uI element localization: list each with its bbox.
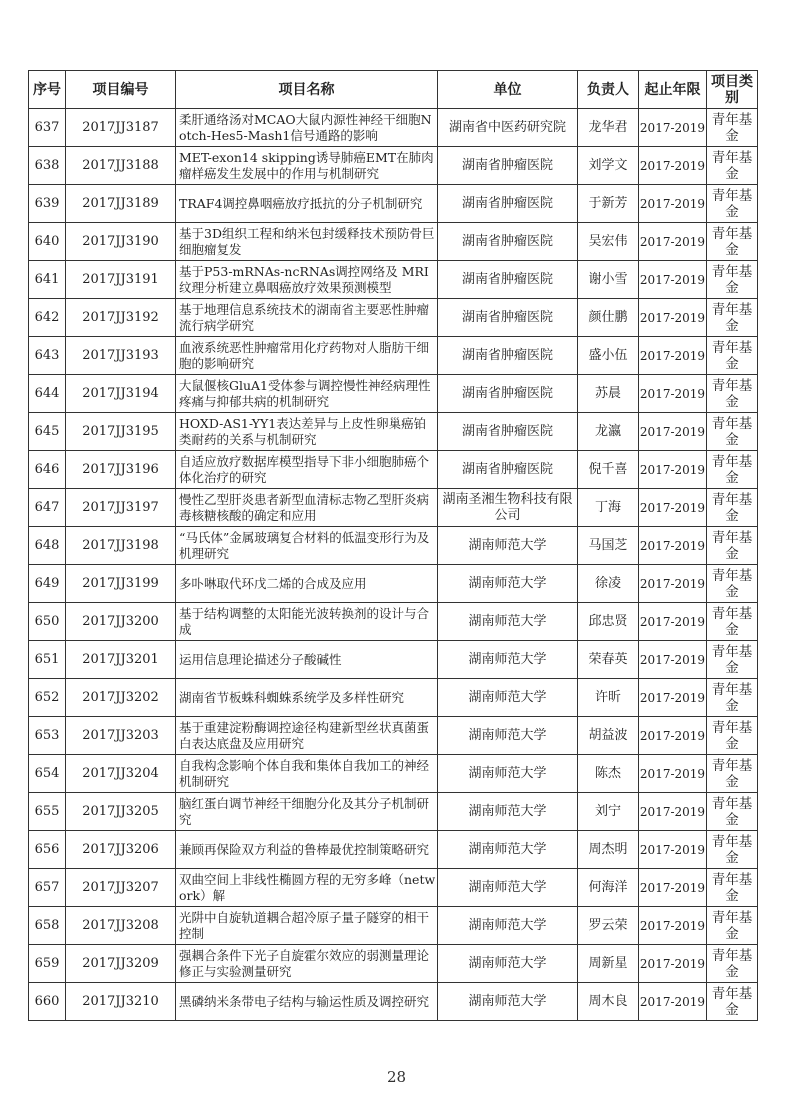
- header-project-name: 项目名称: [176, 71, 438, 109]
- project-category: 青年基金: [707, 603, 758, 641]
- unit-name: 湖南圣湘生物科技有限公司: [438, 489, 578, 527]
- unit-name: 湖南师范大学: [438, 717, 578, 755]
- project-table: [28, 70, 758, 1021]
- project-category: 青年基金: [707, 337, 758, 375]
- project-code: 2017JJ3192: [66, 299, 176, 337]
- row-index: 653: [29, 717, 66, 755]
- leader-name: 倪千喜: [578, 451, 639, 489]
- table-row: [29, 945, 758, 983]
- row-index: 647: [29, 489, 66, 527]
- table-row: [29, 489, 758, 527]
- project-code: 2017JJ3188: [66, 147, 176, 185]
- unit-name: 湖南省肿瘤医院: [438, 299, 578, 337]
- leader-name: 邱忠贤: [578, 603, 639, 641]
- project-years: 2017-2019: [639, 489, 707, 527]
- leader-name: 于新芳: [578, 185, 639, 223]
- project-name: 基于重建淀粉酶调控途径构建新型丝状真菌蛋白表达底盘及应用研究: [176, 717, 438, 755]
- project-name: 光阱中自旋轨道耦合超冷原子量子隧穿的相干控制: [176, 907, 438, 945]
- project-years: 2017-2019: [639, 261, 707, 299]
- table-row: [29, 565, 758, 603]
- project-code: 2017JJ3206: [66, 831, 176, 869]
- project-name: 自我构念影响个体自我和集体自我加工的神经机制研究: [176, 755, 438, 793]
- project-name: 基于3D组织工程和纳米包封缓释技术预防骨巨细胞瘤复发: [176, 223, 438, 261]
- leader-name: 陈杰: [578, 755, 639, 793]
- project-code: 2017JJ3200: [66, 603, 176, 641]
- project-name: 双曲空间上非线性椭圆方程的无穷多峰（network）解: [176, 869, 438, 907]
- leader-name: 周木良: [578, 983, 639, 1021]
- row-index: 649: [29, 565, 66, 603]
- leader-name: 吴宏伟: [578, 223, 639, 261]
- leader-name: 刘学文: [578, 147, 639, 185]
- row-index: 651: [29, 641, 66, 679]
- project-category: 青年基金: [707, 147, 758, 185]
- project-years: 2017-2019: [639, 109, 707, 147]
- project-years: 2017-2019: [639, 337, 707, 375]
- project-years: 2017-2019: [639, 869, 707, 907]
- project-name: 运用信息理论描述分子酸碱性: [176, 641, 438, 679]
- table-row: [29, 185, 758, 223]
- leader-name: 龙瀛: [578, 413, 639, 451]
- row-index: 658: [29, 907, 66, 945]
- project-code: 2017JJ3187: [66, 109, 176, 147]
- project-name: 慢性乙型肝炎患者新型血清标志物乙型肝炎病毒核糖核酸的确定和应用: [176, 489, 438, 527]
- leader-name: 周杰明: [578, 831, 639, 869]
- project-code: 2017JJ3205: [66, 793, 176, 831]
- row-index: 638: [29, 147, 66, 185]
- project-code: 2017JJ3209: [66, 945, 176, 983]
- project-years: 2017-2019: [639, 983, 707, 1021]
- project-category: 青年基金: [707, 451, 758, 489]
- leader-name: 龙华君: [578, 109, 639, 147]
- project-category: 青年基金: [707, 375, 758, 413]
- project-years: 2017-2019: [639, 907, 707, 945]
- table-header-row: [29, 71, 758, 109]
- row-index: 641: [29, 261, 66, 299]
- project-table-container: [28, 70, 757, 1021]
- unit-name: 湖南师范大学: [438, 565, 578, 603]
- unit-name: 湖南师范大学: [438, 907, 578, 945]
- project-years: 2017-2019: [639, 299, 707, 337]
- project-name: 湖南省节板蛛科蜘蛛系统学及多样性研究: [176, 679, 438, 717]
- unit-name: 湖南省肿瘤医院: [438, 451, 578, 489]
- row-index: 644: [29, 375, 66, 413]
- table-row: [29, 679, 758, 717]
- project-code: 2017JJ3203: [66, 717, 176, 755]
- project-name: 黑磷纳米条带电子结构与输运性质及调控研究: [176, 983, 438, 1021]
- project-years: 2017-2019: [639, 717, 707, 755]
- row-index: 652: [29, 679, 66, 717]
- unit-name: 湖南省肿瘤医院: [438, 375, 578, 413]
- leader-name: 谢小雪: [578, 261, 639, 299]
- project-code: 2017JJ3197: [66, 489, 176, 527]
- table-row: [29, 261, 758, 299]
- unit-name: 湖南省肿瘤医院: [438, 223, 578, 261]
- unit-name: 湖南省肿瘤医院: [438, 413, 578, 451]
- unit-name: 湖南师范大学: [438, 793, 578, 831]
- project-code: 2017JJ3194: [66, 375, 176, 413]
- table-row: [29, 527, 758, 565]
- leader-name: 许昕: [578, 679, 639, 717]
- project-category: 青年基金: [707, 755, 758, 793]
- project-name: 基于地理信息系统技术的湖南省主要恶性肿瘤流行病学研究: [176, 299, 438, 337]
- header-years: 起止年限: [639, 71, 707, 109]
- table-row: [29, 413, 758, 451]
- project-years: 2017-2019: [639, 223, 707, 261]
- unit-name: 湖南师范大学: [438, 831, 578, 869]
- project-code: 2017JJ3199: [66, 565, 176, 603]
- project-code: 2017JJ3193: [66, 337, 176, 375]
- project-category: 青年基金: [707, 793, 758, 831]
- project-category: 青年基金: [707, 413, 758, 451]
- row-index: 646: [29, 451, 66, 489]
- table-row: [29, 831, 758, 869]
- project-category: 青年基金: [707, 983, 758, 1021]
- unit-name: 湖南省肿瘤医院: [438, 261, 578, 299]
- project-name: HOXD-AS1-YY1表达差异与上皮性卵巢癌铂类耐药的关系与机制研究: [176, 413, 438, 451]
- project-years: 2017-2019: [639, 413, 707, 451]
- project-category: 青年基金: [707, 945, 758, 983]
- project-code: 2017JJ3195: [66, 413, 176, 451]
- leader-name: 胡益波: [578, 717, 639, 755]
- unit-name: 湖南省肿瘤医院: [438, 337, 578, 375]
- page-number: 28: [386, 1068, 407, 1086]
- table-row: [29, 451, 758, 489]
- row-index: 655: [29, 793, 66, 831]
- project-name: “马氏体”金属玻璃复合材料的低温变形行为及机理研究: [176, 527, 438, 565]
- table-row: [29, 603, 758, 641]
- project-category: 青年基金: [707, 489, 758, 527]
- project-code: 2017JJ3198: [66, 527, 176, 565]
- project-name: 柔肝通络汤对MCAO大鼠内源性神经干细胞Notch-Hes5-Mash1信号通路的影响: [176, 109, 438, 147]
- row-index: 654: [29, 755, 66, 793]
- project-name: 兼顾再保险双方利益的鲁棒最优控制策略研究: [176, 831, 438, 869]
- project-code: 2017JJ3201: [66, 641, 176, 679]
- project-code: 2017JJ3196: [66, 451, 176, 489]
- row-index: 648: [29, 527, 66, 565]
- row-index: 639: [29, 185, 66, 223]
- row-index: 645: [29, 413, 66, 451]
- unit-name: 湖南师范大学: [438, 755, 578, 793]
- row-index: 660: [29, 983, 66, 1021]
- project-years: 2017-2019: [639, 755, 707, 793]
- project-name: TRAF4调控鼻咽癌放疗抵抗的分子机制研究: [176, 185, 438, 223]
- row-index: 650: [29, 603, 66, 641]
- project-years: 2017-2019: [639, 451, 707, 489]
- leader-name: 苏晨: [578, 375, 639, 413]
- unit-name: 湖南师范大学: [438, 869, 578, 907]
- table-row: [29, 717, 758, 755]
- table-row: [29, 337, 758, 375]
- table-row: [29, 223, 758, 261]
- row-index: 640: [29, 223, 66, 261]
- table-row: [29, 109, 758, 147]
- leader-name: 盛小伍: [578, 337, 639, 375]
- leader-name: 丁海: [578, 489, 639, 527]
- unit-name: 湖南省肿瘤医院: [438, 185, 578, 223]
- project-code: 2017JJ3189: [66, 185, 176, 223]
- project-name: 基于P53-mRNAs-ncRNAs调控网络及 MRI纹理分析建立鼻咽癌放疗效果预测模型: [176, 261, 438, 299]
- project-years: 2017-2019: [639, 603, 707, 641]
- header-project-code: 项目编号: [66, 71, 176, 109]
- unit-name: 湖南师范大学: [438, 945, 578, 983]
- project-name: 脑红蛋白调节神经干细胞分化及其分子机制研究: [176, 793, 438, 831]
- table-row: [29, 641, 758, 679]
- project-name: 自适应放疗数据库模型指导下非小细胞肺癌个体化治疗的研究: [176, 451, 438, 489]
- table-row: [29, 869, 758, 907]
- table-row: [29, 755, 758, 793]
- project-category: 青年基金: [707, 109, 758, 147]
- project-category: 青年基金: [707, 223, 758, 261]
- leader-name: 徐凌: [578, 565, 639, 603]
- row-index: 643: [29, 337, 66, 375]
- project-code: 2017JJ3191: [66, 261, 176, 299]
- header-unit: 单位: [438, 71, 578, 109]
- project-category: 青年基金: [707, 679, 758, 717]
- project-name: 大鼠偃核GluA1受体参与调控慢性神经病理性疼痛与抑郁共病的机制研究: [176, 375, 438, 413]
- leader-name: 周新星: [578, 945, 639, 983]
- project-code: 2017JJ3204: [66, 755, 176, 793]
- row-index: 642: [29, 299, 66, 337]
- project-name: MET-exon14 skipping诱导肺癌EMT在肺肉瘤样癌发生发展中的作用与机制研究: [176, 147, 438, 185]
- table-body: [29, 109, 758, 1021]
- project-code: 2017JJ3202: [66, 679, 176, 717]
- header-leader: 负责人: [578, 71, 639, 109]
- project-years: 2017-2019: [639, 641, 707, 679]
- project-category: 青年基金: [707, 185, 758, 223]
- unit-name: 湖南师范大学: [438, 603, 578, 641]
- project-years: 2017-2019: [639, 185, 707, 223]
- row-index: 637: [29, 109, 66, 147]
- leader-name: 荣春英: [578, 641, 639, 679]
- project-name: 血液系统恶性肿瘤常用化疗药物对人脂肪干细胞的影响研究: [176, 337, 438, 375]
- leader-name: 罗云荣: [578, 907, 639, 945]
- project-name: 多卟啉取代环戊二烯的合成及应用: [176, 565, 438, 603]
- table-row: [29, 375, 758, 413]
- table-row: [29, 983, 758, 1021]
- unit-name: 湖南师范大学: [438, 679, 578, 717]
- table-row: [29, 907, 758, 945]
- project-code: 2017JJ3210: [66, 983, 176, 1021]
- project-category: 青年基金: [707, 641, 758, 679]
- project-years: 2017-2019: [639, 565, 707, 603]
- project-years: 2017-2019: [639, 679, 707, 717]
- project-years: 2017-2019: [639, 793, 707, 831]
- row-index: 656: [29, 831, 66, 869]
- row-index: 659: [29, 945, 66, 983]
- project-code: 2017JJ3207: [66, 869, 176, 907]
- table-row: [29, 299, 758, 337]
- unit-name: 湖南师范大学: [438, 641, 578, 679]
- leader-name: 何海洋: [578, 869, 639, 907]
- project-code: 2017JJ3208: [66, 907, 176, 945]
- leader-name: 刘宁: [578, 793, 639, 831]
- header-category: 项目类别: [707, 71, 758, 109]
- project-name: 强耦合条件下光子自旋霍尔效应的弱测量理论修正与实验测量研究: [176, 945, 438, 983]
- project-category: 青年基金: [707, 831, 758, 869]
- project-category: 青年基金: [707, 261, 758, 299]
- project-years: 2017-2019: [639, 945, 707, 983]
- project-code: 2017JJ3190: [66, 223, 176, 261]
- project-category: 青年基金: [707, 527, 758, 565]
- project-years: 2017-2019: [639, 527, 707, 565]
- unit-name: 湖南省肿瘤医院: [438, 147, 578, 185]
- unit-name: 湖南省中医药研究院: [438, 109, 578, 147]
- project-category: 青年基金: [707, 565, 758, 603]
- project-category: 青年基金: [707, 869, 758, 907]
- unit-name: 湖南师范大学: [438, 983, 578, 1021]
- project-years: 2017-2019: [639, 831, 707, 869]
- unit-name: 湖南师范大学: [438, 527, 578, 565]
- row-index: 657: [29, 869, 66, 907]
- leader-name: 马国芝: [578, 527, 639, 565]
- project-category: 青年基金: [707, 299, 758, 337]
- project-name: 基于结构调整的太阳能光波转换剂的设计与合成: [176, 603, 438, 641]
- header-index: 序号: [29, 71, 66, 109]
- project-category: 青年基金: [707, 907, 758, 945]
- project-years: 2017-2019: [639, 147, 707, 185]
- leader-name: 颜仕鹏: [578, 299, 639, 337]
- project-category: 青年基金: [707, 717, 758, 755]
- table-row: [29, 793, 758, 831]
- table-row: [29, 147, 758, 185]
- project-years: 2017-2019: [639, 375, 707, 413]
